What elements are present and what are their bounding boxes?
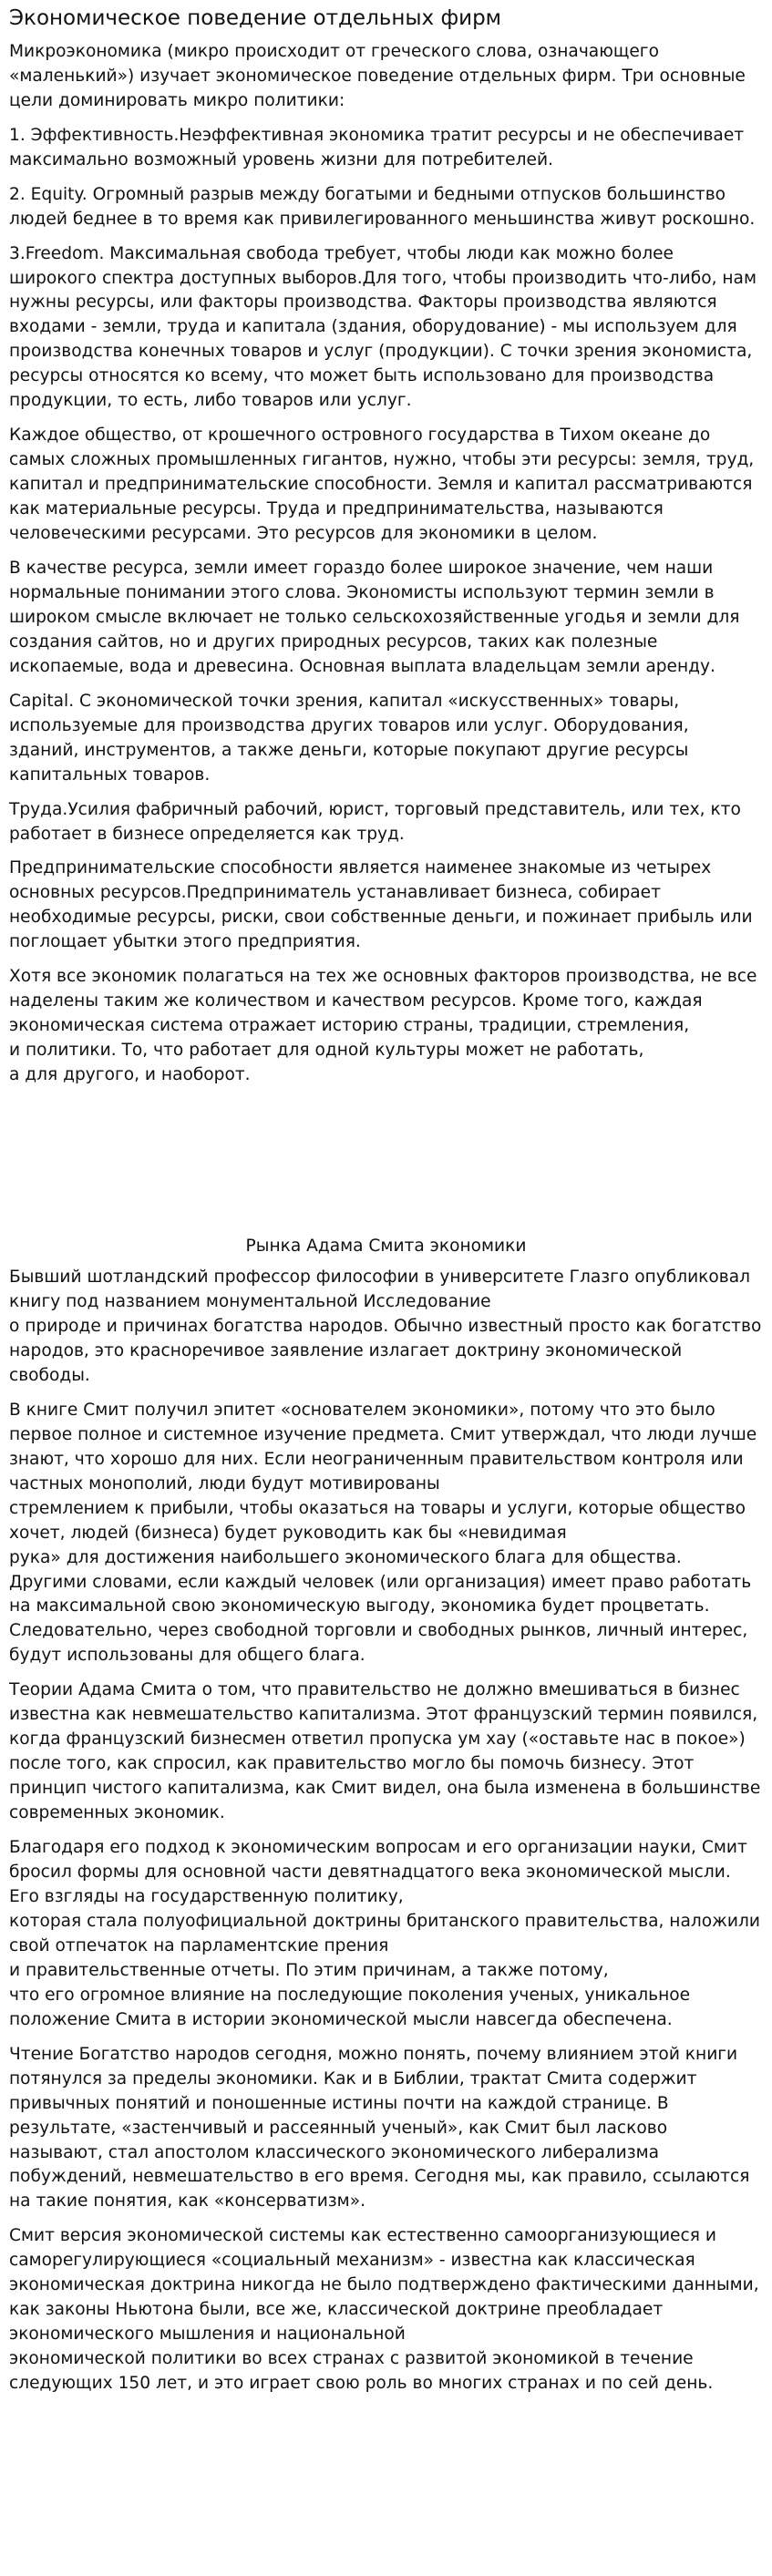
paragraph-labor: Труда.Усилия фабричный рабочий, юрист, торговый представитель, или тех, кто работает в бизнесе определяется как труд. <box>9 799 741 844</box>
paragraph-smith-influence: Благодаря его подход к экономическим вопросам и его организации науки, Смит бросил формы для основной части девятнадцатого века экономической мысли. Его взгляды на государственную политику, которая стала полуофициальной доктрины британского правительства, наложили свой отпечаток на парламентские прения и правительственные отчеты. По этим причинам, а также потому, что его огромное влияние на последующие поколения ученых, уникальное положение Смита в истории экономической мысли навсегда обеспечена. <box>9 1838 760 2029</box>
paragraph-resources: Каждое общество, от крошечного островного государства в Тихом океане до самых сложных промышленных гигантов, нужно, чтобы эти ресурсы: земля, труд, капитал и предпринимательские способности. Земля и капитал рассматриваются как материальные ресурсы. Труда и предпринимательства, называются человеческими ресурсами. Это ресурсов для экономики в целом. <box>9 426 755 544</box>
paragraph-classical-doctrine: Смит версия экономической системы как естественно самоорганизующиеся и саморегулирующиеся «социальный механизм» - известна как классическая экономическая доктрина никогда не было подтверждено фактическими данными, как законы Ньютона были, все же, классической доктрине преобладает экономического мышления и национальной экономической политики во всех странах с развитой экономикой в течение следующих 150 лет, и это играет свою роль во многих странах и по сей день. <box>9 2226 759 2394</box>
paragraph-smith-book: Бывший шотландский профессор философии в университете Глазго опубликовал книгу под названием монументальной Исследование о природе и причинах богатства народов. Обычно известный просто как богатство народов, это красноречивое заявление излагает доктрину экономической свободы. <box>9 1267 762 1385</box>
paragraph-capital: Capital. С экономической точки зрения, капитал «искусственных» товары, используемые для производства других товаров или услуг. Оборудования, зданий, инструментов, а также деньги, которые покупают другие ресурсы капитальных товаров. <box>9 691 689 785</box>
paragraph-efficiency: 1. Эффективность.Неэффективная экономика тратит ресурсы и не обеспечивает максимально возможный уровень жизни для потребителей. <box>9 125 745 169</box>
section-spacer <box>9 1098 763 1235</box>
paragraph-equity: 2. Equity. Огромный разрыв между богатыми и бедными отпусков большинство людей беднее в то время как привилегированного меньшинства живут роскошно. <box>9 184 756 229</box>
paragraph-laissez-faire: Теории Адама Смита о том, что правительство не должно вмешиваться в бизнес известна как невмешательство капитализма. Этот французский термин появился, когда французский бизнесмен ответил пропуска ум хау («оставьте нас в покое») после того, как спросил, как правительство могло бы помочь бизнесу. Этот принцип чистого капитализма, как Смит видел, она была изменена в большинстве современных экономик. <box>9 1680 761 1823</box>
paragraph-land: В качестве ресурса, земли имеет гораздо более широкое значение, чем наши нормальные понимании этого слова. Экономисты используют термин земли в широком смысле включает не только сельскохозяйственные угодья и земли для создания сайтов, но и других природных ресурсов, таких как полезные ископаемые, вода и древесина. Основная выплата владельцам земли аренду. <box>9 559 740 676</box>
paragraph-economies: Хотя все экономик полагаться на тех же основных факторов производства, не все наделены таким же количеством и качеством ресурсов. Кроме того, каждая экономическая система отражает историю страны, традиции, стремления, и политики. То, что работает для одной культуры может не работать, а для другого, и наоборот. <box>9 967 757 1085</box>
paragraph-entrepreneurship: Предпринимательские способности является наименее знакомые из четырех основных ресурсов.Предприниматель устанавливает бизнеса, собирает необходимые ресурсы, риски, свои собственные деньги, и пожинает прибыль или поглощает убытки этого предприятия. <box>9 858 753 952</box>
paragraph-freedom: 3.Freedom. Максимальная свобода требует, чтобы люди как можно более широкого спектра доступных выборов.Для того, чтобы производить что-либо, нам нужны ресурсы, или факторы производства. Факторы производства являются входами - земли, труда и капитала (здания, оборудование) - мы используем для производства конечных товаров и услуг (продукции). С точки зрения экономиста, ресурсы относятся ко всему, что может быть использовано для производства продукции, то есть, либо товаров или услуг. <box>9 243 757 411</box>
paragraph-intro: Микроэкономика (микро происходит от греческого слова, означающего «маленький») изучает экономическое поведение отдельных фирм. Три основные цели доминировать микро политики: <box>9 41 746 110</box>
paragraph-wealth-today: Чтение Богатство народов сегодня, можно понять, почему влиянием этой книги потянулся за пределы экономики. Как и в Библии, трактат Смита содержит привычных понятий и поношенные истины почти на каждой странице. В результате, «застенчивый и рассеянный ученый», как Смит был ласково называют, стал апостолом классического экономического либерализма побуждений, невмешательство в его время. Сегодня мы, как правило, ссылаются на такие понятия, как «консерватизм». <box>9 2044 750 2212</box>
paragraph-smith-founder: В книге Смит получил эпитет «основателем экономики», потому что это было первое полное и системное изучение предмета. Смит утверждал, что люди лучше знают, что хорошо для них. Если неограниченным правительством контроля или частных монополий, люди будут мотивированы стремлением к прибыли, чтобы оказаться на товары и услуги, которые общество хочет, людей (бизнеса) будет руководить как бы «невидимая рука» для достижения наибольшего экономического блага для общества. Другими словами, если каждый человек (или организация) имеет право работать на максимальной свою экономическую выгоду, экономика будет процветать. Следовательно, через свободной торговли и свободных рынков, личный интерес, будут использованы для общего блага. <box>9 1400 757 1666</box>
page-title: Экономическое поведение отдельных фирм <box>9 6 502 30</box>
section-heading: Рынка Адама Смита экономики <box>245 1237 527 1257</box>
